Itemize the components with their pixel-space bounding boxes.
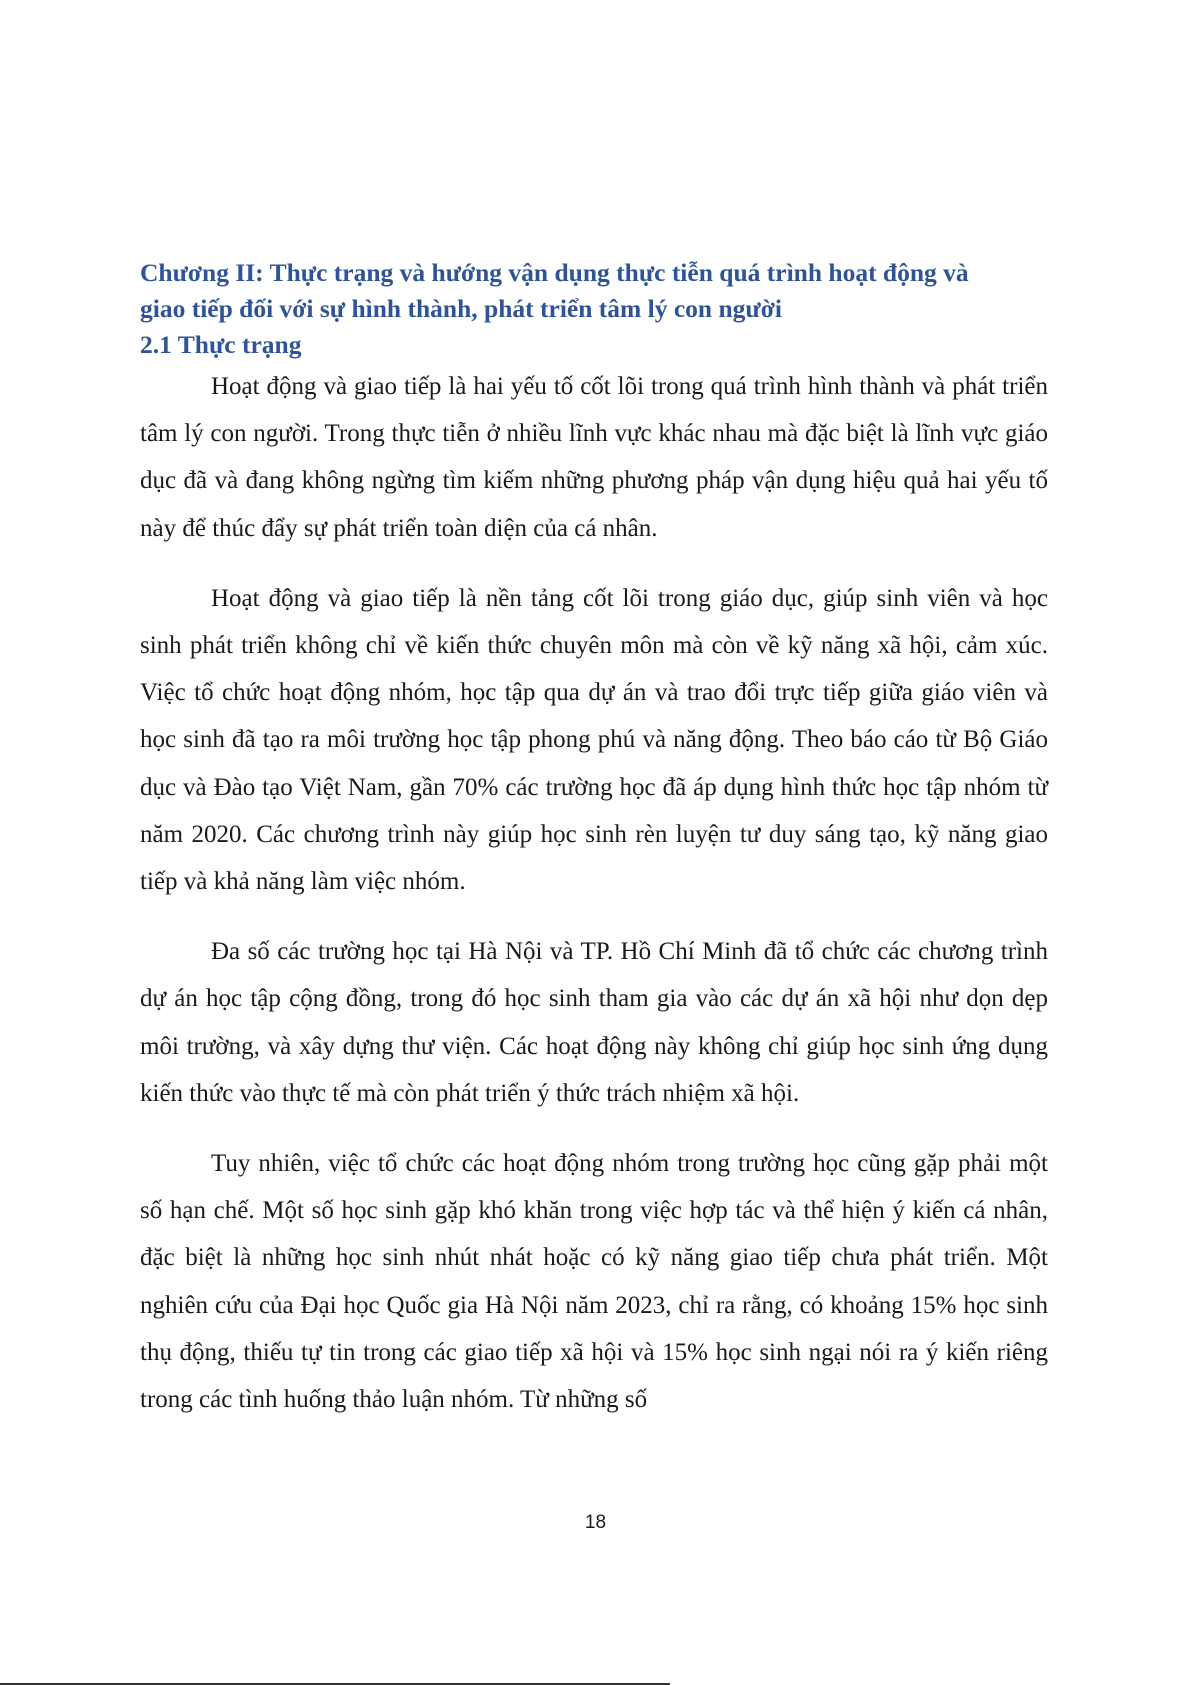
page-number: 18: [584, 1512, 607, 1533]
body-paragraph: Đa số các trường học tại Hà Nội và TP. Hồ Chí Minh đã tổ chức các chương trình dự án học tập cộng đồng, trong đó học sinh tham gia vào các dự án xã hội như dọn dẹp môi trường, và xây dựng thư viện. Các hoạt động này không chỉ giúp học sinh ứng dụng kiến thức vào thực tế mà còn phát triển ý thức trách nhiệm xã hội.: [140, 938, 1048, 1107]
chapter-title: [140, 255, 1048, 327]
section-title: 2.1 Thực trạng: [140, 330, 302, 359]
body-paragraph: Hoạt động và giao tiếp là nền tảng cốt lõi trong giáo dục, giúp sinh viên và học sinh phát triển không chỉ về kiến thức chuyên môn mà còn về kỹ năng xã hội, cảm xúc. Việc tổ chức hoạt động nhóm, học tập qua dự án và trao đổi trực tiếp giữa giáo viên và học sinh đã tạo ra môi trường học tập phong phú và năng động. Theo báo cáo từ Bộ Giáo dục và Đào tạo Việt Nam, gần 70% các trường học đã áp dụng hình thức học tập nhóm từ năm 2020. Các chương trình này giúp học sinh rèn luyện tư duy sáng tạo, kỹ năng giao tiếp và khả năng làm việc nhóm.: [140, 584, 1048, 896]
body-paragraph: Tuy nhiên, việc tổ chức các hoạt động nhóm trong trường học cũng gặp phải một số hạn chế. Một số học sinh gặp khó khăn trong việc hợp tác và thể hiện ý kiến cá nhân, đặc biệt là những học sinh nhút nhát hoặc có kỹ năng giao tiếp chưa phát triển. Một nghiên cứu của Đại học Quốc gia Hà Nội năm 2023, chỉ ra rằng, có khoảng 15% học sinh thụ động, thiếu tự tin trong các giao tiếp xã hội và 15% học sinh ngại nói ra ý kiến riêng trong các tình huống thảo luận nhóm. Từ những số: [140, 1150, 1048, 1414]
chapter-title-line-1: Chương II: Thực trạng và hướng vận dụng thực tiễn quá trình hoạt động và: [140, 258, 969, 287]
body-paragraph: Hoạt động và giao tiếp là hai yếu tố cốt lõi trong quá trình hình thành và phát triển tâm lý con người. Trong thực tiễn ở nhiều lĩnh vực khác nhau mà đặc biệt là lĩnh vực giáo dục đã và đang không ngừng tìm kiếm những phương pháp vận dụng hiệu quả hai yếu tố này để thúc đẩy sự phát triển toàn diện của cá nhân.: [140, 373, 1048, 542]
chapter-title-line-2: giao tiếp đối với sự hình thành, phát triển tâm lý con người: [140, 294, 782, 323]
page-content: [140, 255, 1048, 1446]
